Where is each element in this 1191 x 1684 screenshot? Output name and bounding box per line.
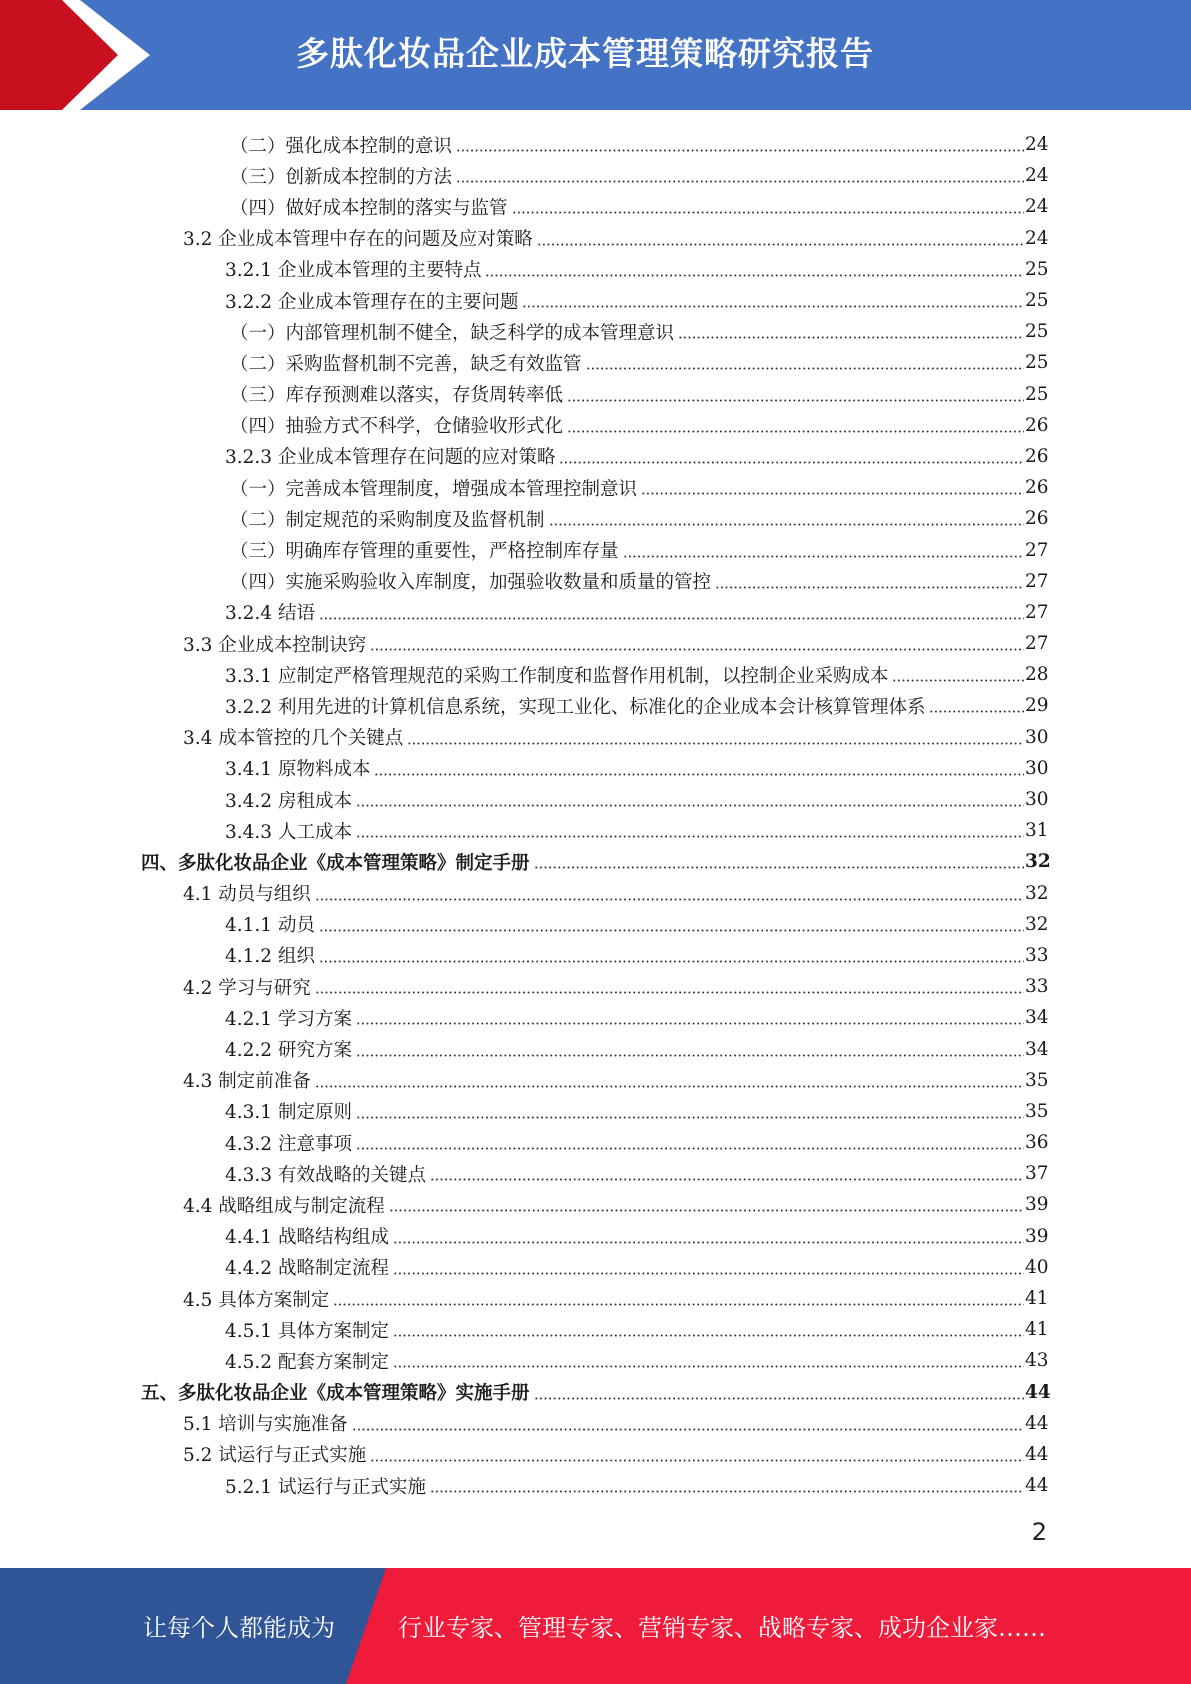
- toc-entry-page: 25: [1025, 383, 1049, 405]
- toc-dot-leader: [370, 648, 1024, 651]
- toc-dot-leader: [393, 1365, 1024, 1368]
- toc-entry-label: 3.2.4 结语: [225, 603, 315, 625]
- toc-dot-leader: [567, 399, 1024, 402]
- toc-entry[interactable]: [0, 223, 1191, 254]
- toc-entry-label: 4.3.2 注意事项: [225, 1133, 352, 1155]
- toc-entry-label: （三）库存预测难以落实，存货周转率低: [230, 385, 564, 407]
- toc-entry-label: 3.4.1 原物料成本: [225, 759, 371, 781]
- toc-entry-page: 35: [1025, 1100, 1049, 1122]
- toc-entry-label: 4.5 具体方案制定: [183, 1289, 330, 1311]
- toc-entry-label: 3.4.2 房租成本: [225, 790, 352, 812]
- toc-dot-leader: [623, 555, 1024, 558]
- toc-entry-label: （三）明确库存管理的重要性，严格控制库存量: [230, 541, 619, 563]
- toc-entry-label: 4.5.1 具体方案制定: [225, 1320, 389, 1342]
- toc-dot-leader: [370, 1459, 1024, 1462]
- toc-dot-leader: [319, 617, 1024, 620]
- toc-entry-label: 4.4.1 战略结构组成: [225, 1227, 389, 1249]
- toc-dot-leader: [356, 804, 1024, 807]
- page-number: 2: [1031, 1518, 1047, 1546]
- toc-entry[interactable]: [0, 1377, 1191, 1408]
- toc-entry-label: 4.1.2 组织: [225, 946, 315, 968]
- toc-entry-label: 4.3 制定前准备: [183, 1071, 311, 1093]
- toc-entry[interactable]: [0, 410, 1191, 441]
- footer-slogan-right: 行业专家、管理专家、营销专家、战略专家、成功企业家……: [398, 1614, 1046, 1642]
- toc-entry-page: 35: [1025, 1069, 1049, 1091]
- toc-entry-label: 3.2.2 利用先进的计算机信息系统，实现工业化、标准化的企业成本会计核算管理体系: [225, 696, 926, 718]
- toc-entry[interactable]: [0, 597, 1191, 628]
- toc-dot-leader: [393, 1334, 1024, 1337]
- toc-entry[interactable]: [0, 1127, 1191, 1158]
- toc-entry[interactable]: [0, 379, 1191, 410]
- toc-entry-page: 24: [1025, 165, 1049, 187]
- toc-entry-page: 26: [1025, 508, 1049, 530]
- toc-entry-page: 41: [1025, 1319, 1049, 1341]
- toc-entry-label: （一）完善成本管理制度，增强成本管理控制意识: [230, 478, 638, 500]
- toc-entry-label: （二）采购监督机制不完善，缺乏有效监管: [230, 353, 582, 375]
- toc-entry[interactable]: [0, 1221, 1191, 1252]
- toc-entry[interactable]: [0, 940, 1191, 971]
- toc-entry[interactable]: [0, 534, 1191, 565]
- toc-dot-leader: [333, 1303, 1024, 1306]
- toc-entry-page: 44: [1025, 1412, 1049, 1434]
- toc-entry[interactable]: [0, 285, 1191, 316]
- toc-entry-page: 29: [1025, 695, 1049, 717]
- toc-entry-page: 27: [1025, 570, 1049, 592]
- toc-entry-label: 5.2.1 试运行与正式实施: [225, 1476, 426, 1498]
- toc-entry-page: 32: [1025, 851, 1051, 873]
- toc-entry-label: 4.4 战略组成与制定流程: [183, 1195, 385, 1217]
- toc-entry-page: 25: [1025, 258, 1049, 280]
- toc-entry-page: 25: [1025, 290, 1049, 312]
- toc-entry[interactable]: [0, 472, 1191, 503]
- toc-entry[interactable]: [0, 441, 1191, 472]
- toc-dot-leader: [315, 991, 1024, 994]
- toc-dot-leader: [315, 898, 1024, 901]
- toc-dot-leader: [522, 305, 1024, 308]
- toc-entry-label: 3.4.3 人工成本: [225, 821, 352, 843]
- toc-entry-label: （四）抽验方式不科学，仓储验收形式化: [230, 416, 564, 438]
- toc-entry[interactable]: [0, 316, 1191, 347]
- toc-entry-label: 3.2.3 企业成本管理存在问题的应对策略: [225, 447, 556, 469]
- toc-entry[interactable]: [0, 1439, 1191, 1470]
- toc-dot-leader: [892, 679, 1024, 682]
- toc-dot-leader: [485, 274, 1024, 277]
- toc-dot-leader: [356, 1147, 1024, 1150]
- toc-entry[interactable]: [0, 191, 1191, 222]
- toc-entry[interactable]: [0, 1158, 1191, 1189]
- toc-entry-label: 5.1 培训与实施准备: [183, 1414, 348, 1436]
- toc-entry-label: （一）内部管理机制不健全，缺乏科学的成本管理意识: [230, 322, 675, 344]
- toc-entry-label: 4.3.1 制定原则: [225, 1102, 352, 1124]
- toc-entry-page: 26: [1025, 414, 1049, 436]
- toc-entry-label: 4.1.1 动员: [225, 915, 315, 937]
- toc-entry[interactable]: [0, 971, 1191, 1002]
- toc-entry-page: 44: [1025, 1475, 1049, 1497]
- toc-entry-label: 4.1 动员与组织: [183, 884, 311, 906]
- toc-entry-label: 五、多肽化妆品企业《成本管理策略》实施手册: [141, 1383, 530, 1405]
- toc-entry-page: 33: [1025, 944, 1049, 966]
- toc-entry-page: 25: [1025, 321, 1049, 343]
- toc-entry-label: 4.5.2 配套方案制定: [225, 1351, 389, 1373]
- toc-dot-leader: [430, 1490, 1024, 1493]
- toc-entry[interactable]: [0, 815, 1191, 846]
- toc-entry-page: 26: [1025, 445, 1049, 467]
- toc-entry-page: 32: [1025, 882, 1049, 904]
- toc-entry[interactable]: [0, 784, 1191, 815]
- toc-entry-page: 26: [1025, 477, 1049, 499]
- toc-entry-label: 3.2 企业成本管理中存在的问题及应对策略: [183, 229, 533, 251]
- toc-dot-leader: [567, 430, 1024, 433]
- toc-entry-page: 30: [1025, 789, 1049, 811]
- toc-entry-label: 4.2 学习与研究: [183, 977, 311, 999]
- toc-entry[interactable]: [0, 566, 1191, 597]
- toc-entry-label: 3.4 成本管控的几个关键点: [183, 728, 404, 750]
- toc-dot-leader: [678, 336, 1024, 339]
- toc-dot-leader: [389, 1209, 1024, 1212]
- toc-entry-page: 24: [1025, 134, 1049, 156]
- toc-entry-page: 37: [1025, 1163, 1049, 1185]
- toc-entry-page: 34: [1025, 1038, 1049, 1060]
- toc-entry[interactable]: [0, 628, 1191, 659]
- toc-entry-page: 31: [1025, 820, 1049, 842]
- toc-entry-page: 44: [1025, 1443, 1049, 1465]
- toc-entry-label: 4.2.1 学习方案: [225, 1008, 352, 1030]
- toc-entry-page: 41: [1025, 1288, 1049, 1310]
- toc-dot-leader: [356, 1054, 1024, 1057]
- header-chevron-decoration: [0, 0, 160, 110]
- toc-dot-leader: [352, 1428, 1024, 1431]
- toc-entry[interactable]: [0, 347, 1191, 378]
- toc-entry[interactable]: [0, 753, 1191, 784]
- toc-entry-label: 四、多肽化妆品企业《成本管理策略》制定手册: [141, 852, 530, 874]
- toc-entry-label: （三）创新成本控制的方法: [230, 166, 453, 188]
- toc-dot-leader: [393, 1272, 1024, 1275]
- toc-entry-label: 4.3.3 有效战略的关键点: [225, 1164, 426, 1186]
- toc-entry-page: 30: [1025, 757, 1049, 779]
- toc-entry[interactable]: [0, 1345, 1191, 1376]
- toc-dot-leader: [929, 710, 1024, 713]
- toc-entry-page: 36: [1025, 1132, 1049, 1154]
- toc-entry[interactable]: [0, 909, 1191, 940]
- toc-dot-leader: [315, 1085, 1024, 1088]
- footer-slogan-left: 让每个人都能成为: [143, 1614, 335, 1642]
- toc-entry-page: 28: [1025, 664, 1049, 686]
- toc-dot-leader: [586, 367, 1024, 370]
- toc-entry-page: 40: [1025, 1256, 1049, 1278]
- toc-entry[interactable]: [0, 722, 1191, 753]
- toc-dot-leader: [512, 211, 1024, 214]
- toc-dot-leader: [393, 1241, 1024, 1244]
- toc-entry-page: 24: [1025, 196, 1049, 218]
- toc-entry[interactable]: [0, 1408, 1191, 1439]
- toc-entry-label: 3.3 企业成本控制诀窍: [183, 634, 367, 656]
- toc-entry-page: 24: [1025, 227, 1049, 249]
- toc-entry[interactable]: [0, 1189, 1191, 1220]
- toc-entry[interactable]: [0, 1252, 1191, 1283]
- toc-entry-label: （二）强化成本控制的意识: [230, 135, 453, 157]
- toc-entry[interactable]: [0, 690, 1191, 721]
- toc-dot-leader: [356, 835, 1024, 838]
- toc-entry-label: 5.2 试运行与正式实施: [183, 1445, 367, 1467]
- toc-dot-leader: [534, 866, 1024, 869]
- toc-entry[interactable]: [0, 659, 1191, 690]
- header-title: 多肽化妆品企业成本管理策略研究报告: [296, 34, 874, 73]
- toc-entry-page: 32: [1025, 913, 1049, 935]
- toc-dot-leader: [715, 586, 1024, 589]
- toc-entry[interactable]: [0, 1033, 1191, 1064]
- toc-entry-page: 27: [1025, 633, 1049, 655]
- toc-dot-leader: [456, 180, 1024, 183]
- toc-entry[interactable]: [0, 1096, 1191, 1127]
- toc-entry-page: 44: [1025, 1381, 1051, 1403]
- toc-entry[interactable]: [0, 129, 1191, 160]
- toc-entry[interactable]: [0, 1283, 1191, 1314]
- toc-entry[interactable]: [0, 1002, 1191, 1033]
- toc-entry[interactable]: [0, 1470, 1191, 1501]
- toc-entry[interactable]: [0, 846, 1191, 877]
- toc-entry-label: （二）制定规范的采购制度及监督机制: [230, 509, 545, 531]
- toc-dot-leader: [537, 243, 1024, 246]
- toc-dot-leader: [319, 960, 1024, 963]
- toc-entry[interactable]: [0, 878, 1191, 909]
- toc-entry-page: 39: [1025, 1225, 1049, 1247]
- toc-entry-label: （四）实施采购验收入库制度，加强验收数量和质量的管控: [230, 572, 712, 594]
- toc-dot-leader: [407, 742, 1024, 745]
- toc-entry-page: 34: [1025, 1007, 1049, 1029]
- toc-dot-leader: [319, 929, 1024, 932]
- toc-entry[interactable]: [0, 160, 1191, 191]
- toc-dot-leader: [356, 1116, 1024, 1119]
- toc-entry-label: 4.4.2 战略制定流程: [225, 1258, 389, 1280]
- toc-entry-label: 4.2.2 研究方案: [225, 1040, 352, 1062]
- page-footer: [0, 1568, 1191, 1684]
- toc-entry-page: 27: [1025, 601, 1049, 623]
- toc-dot-leader: [356, 1022, 1024, 1025]
- toc-dot-leader: [559, 461, 1024, 464]
- toc-entry[interactable]: [0, 1065, 1191, 1096]
- toc-entry[interactable]: [0, 1314, 1191, 1345]
- toc-entry-page: 33: [1025, 976, 1049, 998]
- toc-dot-leader: [456, 149, 1024, 152]
- table-of-contents: [0, 129, 1191, 1501]
- toc-entry-page: 27: [1025, 539, 1049, 561]
- page-header: [0, 0, 1191, 110]
- toc-dot-leader: [374, 773, 1024, 776]
- toc-entry[interactable]: [0, 254, 1191, 285]
- toc-entry-page: 39: [1025, 1194, 1049, 1216]
- toc-entry-label: 3.2.2 企业成本管理存在的主要问题: [225, 291, 519, 313]
- toc-entry-label: 3.2.1 企业成本管理的主要特点: [225, 260, 482, 282]
- toc-entry-label: 3.3.1 应制定严格管理规范的采购工作制度和监督作用机制，以控制企业采购成本: [225, 665, 889, 687]
- toc-entry[interactable]: [0, 503, 1191, 534]
- toc-entry-page: 30: [1025, 726, 1049, 748]
- toc-dot-leader: [641, 492, 1024, 495]
- toc-entry-label: （四）做好成本控制的落实与监管: [230, 197, 508, 219]
- toc-dot-leader: [534, 1397, 1024, 1400]
- toc-dot-leader: [430, 1178, 1024, 1181]
- toc-entry-page: 43: [1025, 1350, 1049, 1372]
- toc-entry-page: 25: [1025, 352, 1049, 374]
- toc-dot-leader: [549, 523, 1024, 526]
